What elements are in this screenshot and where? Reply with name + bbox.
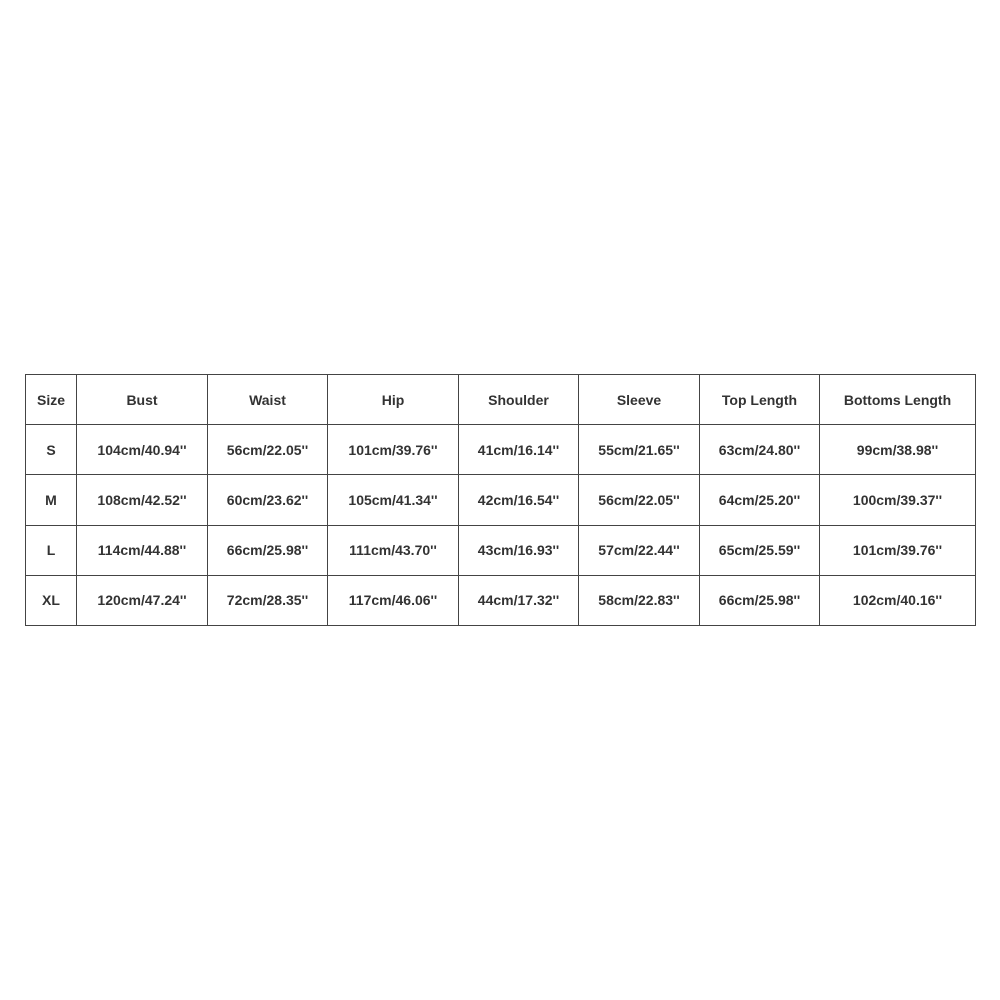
cell-hip: 101cm/39.76'' — [328, 425, 459, 475]
table-row-m — [26, 475, 976, 525]
cell-sleeve: 58cm/22.83'' — [579, 575, 700, 625]
size-chart-table — [25, 374, 976, 626]
cell-sleeve: 56cm/22.05'' — [579, 475, 700, 525]
cell-top-length: 63cm/24.80'' — [700, 425, 820, 475]
header-bottoms-length: Bottoms Length — [820, 375, 976, 425]
header-shoulder: Shoulder — [459, 375, 579, 425]
cell-bottoms-length: 101cm/39.76'' — [820, 525, 976, 575]
cell-size: L — [26, 525, 77, 575]
header-hip: Hip — [328, 375, 459, 425]
table-row-xl — [26, 575, 976, 625]
cell-hip: 105cm/41.34'' — [328, 475, 459, 525]
cell-waist: 72cm/28.35'' — [208, 575, 328, 625]
header-sleeve: Sleeve — [579, 375, 700, 425]
cell-size: S — [26, 425, 77, 475]
header-top-length: Top Length — [700, 375, 820, 425]
header-size: Size — [26, 375, 77, 425]
cell-shoulder: 44cm/17.32'' — [459, 575, 579, 625]
cell-hip: 117cm/46.06'' — [328, 575, 459, 625]
cell-top-length: 66cm/25.98'' — [700, 575, 820, 625]
cell-sleeve: 55cm/21.65'' — [579, 425, 700, 475]
cell-bust: 104cm/40.94'' — [77, 425, 208, 475]
cell-waist: 56cm/22.05'' — [208, 425, 328, 475]
cell-bust: 114cm/44.88'' — [77, 525, 208, 575]
cell-size: XL — [26, 575, 77, 625]
cell-top-length: 64cm/25.20'' — [700, 475, 820, 525]
cell-bottoms-length: 99cm/38.98'' — [820, 425, 976, 475]
cell-bust: 120cm/47.24'' — [77, 575, 208, 625]
cell-hip: 111cm/43.70'' — [328, 525, 459, 575]
cell-bottoms-length: 102cm/40.16'' — [820, 575, 976, 625]
cell-shoulder: 42cm/16.54'' — [459, 475, 579, 525]
table-row-l — [26, 525, 976, 575]
cell-top-length: 65cm/25.59'' — [700, 525, 820, 575]
cell-bottoms-length: 100cm/39.37'' — [820, 475, 976, 525]
cell-waist: 66cm/25.98'' — [208, 525, 328, 575]
cell-size: M — [26, 475, 77, 525]
header-bust: Bust — [77, 375, 208, 425]
cell-waist: 60cm/23.62'' — [208, 475, 328, 525]
cell-shoulder: 41cm/16.14'' — [459, 425, 579, 475]
cell-shoulder: 43cm/16.93'' — [459, 525, 579, 575]
header-waist: Waist — [208, 375, 328, 425]
cell-bust: 108cm/42.52'' — [77, 475, 208, 525]
header-row — [26, 375, 976, 425]
cell-sleeve: 57cm/22.44'' — [579, 525, 700, 575]
table-row-s — [26, 425, 976, 475]
